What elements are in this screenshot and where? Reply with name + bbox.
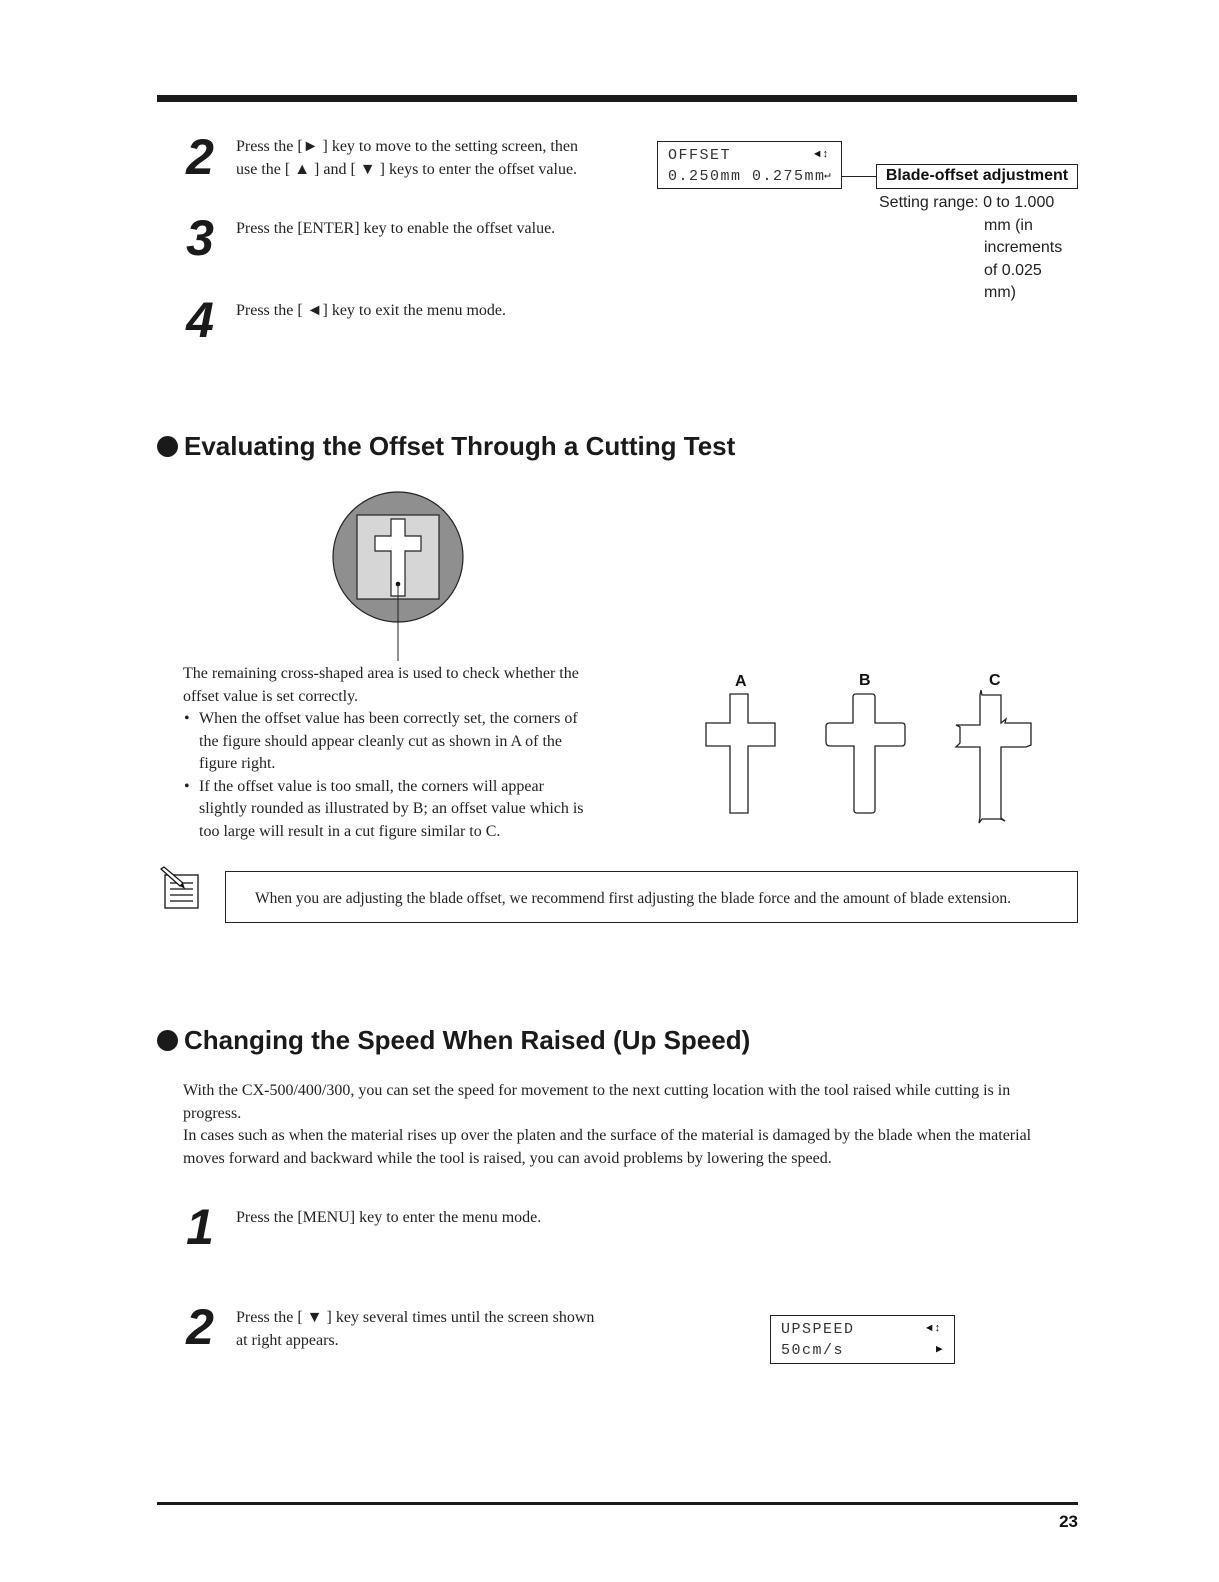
lcd-line-2: 0.250mm 0.275mm [668,168,826,185]
step-text-line: use the [ ▲ ] and [ ▼ ] keys to enter the offset value. [236,161,578,178]
figure-label-a: A [735,673,747,690]
offset-lcd-display [657,141,842,189]
bullet-line: the figure should appear cleanly cut as shown in A of the [199,732,563,750]
bullet-line: figure right. [199,755,276,772]
para-line: With the CX-500/400/300, you can set the speed for movement to the next cutting location with the tool raised while cutting is in [183,1082,1011,1099]
range-line: of 0.025 [984,261,1042,279]
left-updown-arrows-icon: ◄↕ [926,1323,943,1335]
cross-c-overcut [956,690,1031,823]
intro-line: The remaining cross-shaped area is used to check whether the [183,665,579,682]
cutting-test-description [183,663,623,843]
lcd-line-2: 50cm/s [781,1342,845,1359]
cross-b-rounded [826,694,905,813]
section-heading-up-speed [157,1025,750,1055]
bullet-line: If the offset value is too small, the corners will appear [199,777,544,795]
step-text [236,1206,656,1229]
note-memo-icon [158,866,202,912]
bullet-item [183,708,623,776]
bottom-rule [157,1502,1078,1505]
step-text-line: Press the [ENTER] key to enable the offset value. [236,220,556,237]
callout-leader-line [842,176,876,177]
step-text [236,299,636,322]
bullet-item [183,776,623,844]
up-speed-description [183,1080,1078,1170]
step-number: 2 [186,129,214,185]
bullet-marker: • [184,710,190,727]
step-text-line: Press the [ ▼ ] key several times until the screen shown [236,1309,595,1326]
step-text-line: at right appears. [236,1332,339,1349]
upspeed-lcd-display [770,1315,955,1364]
step-number: 1 [186,1199,214,1255]
right-arrow-icon: ▶ [936,1344,945,1356]
step-number: 3 [186,210,214,266]
lcd-line-1: UPSPEED [781,1321,855,1338]
figure-label-c: C [989,672,1001,689]
figure-label-b: B [859,672,871,689]
bullet-dot-icon [157,436,178,457]
cut-result-crosses [700,690,1040,825]
enter-arrow-icon: ↵ [824,170,833,182]
setting-range-text [879,192,1062,305]
note-text: When you are adjusting the blade offset, we recommend first adjusting the blade force and the amount of blade extension. [255,890,1011,907]
range-line: mm) [984,284,1016,301]
para-line: In cases such as when the material rises up over the platen and the surface of the material is damaged by the blade when the material [183,1127,1032,1144]
note-box [225,871,1078,923]
intro-line: offset value is set correctly. [183,687,359,705]
cross-cut-circle-figure [330,489,470,664]
bullet-line: When the offset value has been correctly set, the corners of [199,710,578,727]
para-line: moves forward and backward while the tool is raised, you can avoid problems by lowering the speed. [183,1149,832,1167]
cross-a-clean [706,694,775,813]
bullet-dot-icon [157,1030,178,1051]
blade-offset-callout: Blade-offset adjustment [876,164,1078,189]
heading-text: Evaluating the Offset Through a Cutting Test [184,431,736,461]
bullet-line: slightly rounded as illustrated by B; an offset value which is [199,800,584,817]
left-updown-arrows-icon: ◄↕ [814,149,831,161]
step-text [236,1306,656,1352]
top-rule [157,95,1077,102]
step-text [236,217,636,240]
section-heading-cutting-test [157,431,735,461]
range-line: Setting range: 0 to 1.000 [879,194,1055,211]
bullet-line: too large will result in a cut figure similar to C. [199,822,501,840]
range-line: increments [984,239,1063,256]
step-text-line: Press the [MENU] key to enter the menu mode. [236,1209,542,1226]
bullet-marker: • [184,777,190,795]
page-number: 23 [1059,1512,1078,1531]
step-number: 2 [186,1299,214,1355]
para-line: progress. [183,1104,242,1122]
step-text-line: Press the [► ] key to move to the setting screen, then [236,138,578,155]
heading-text: Changing the Speed When Raised (Up Speed) [184,1025,751,1055]
step-number: 4 [186,292,214,348]
lcd-line-1: OFFSET [668,147,732,164]
range-line: mm (in [984,216,1033,234]
step-text [236,135,636,181]
step-text-line: Press the [ ◄] key to exit the menu mode. [236,302,506,319]
